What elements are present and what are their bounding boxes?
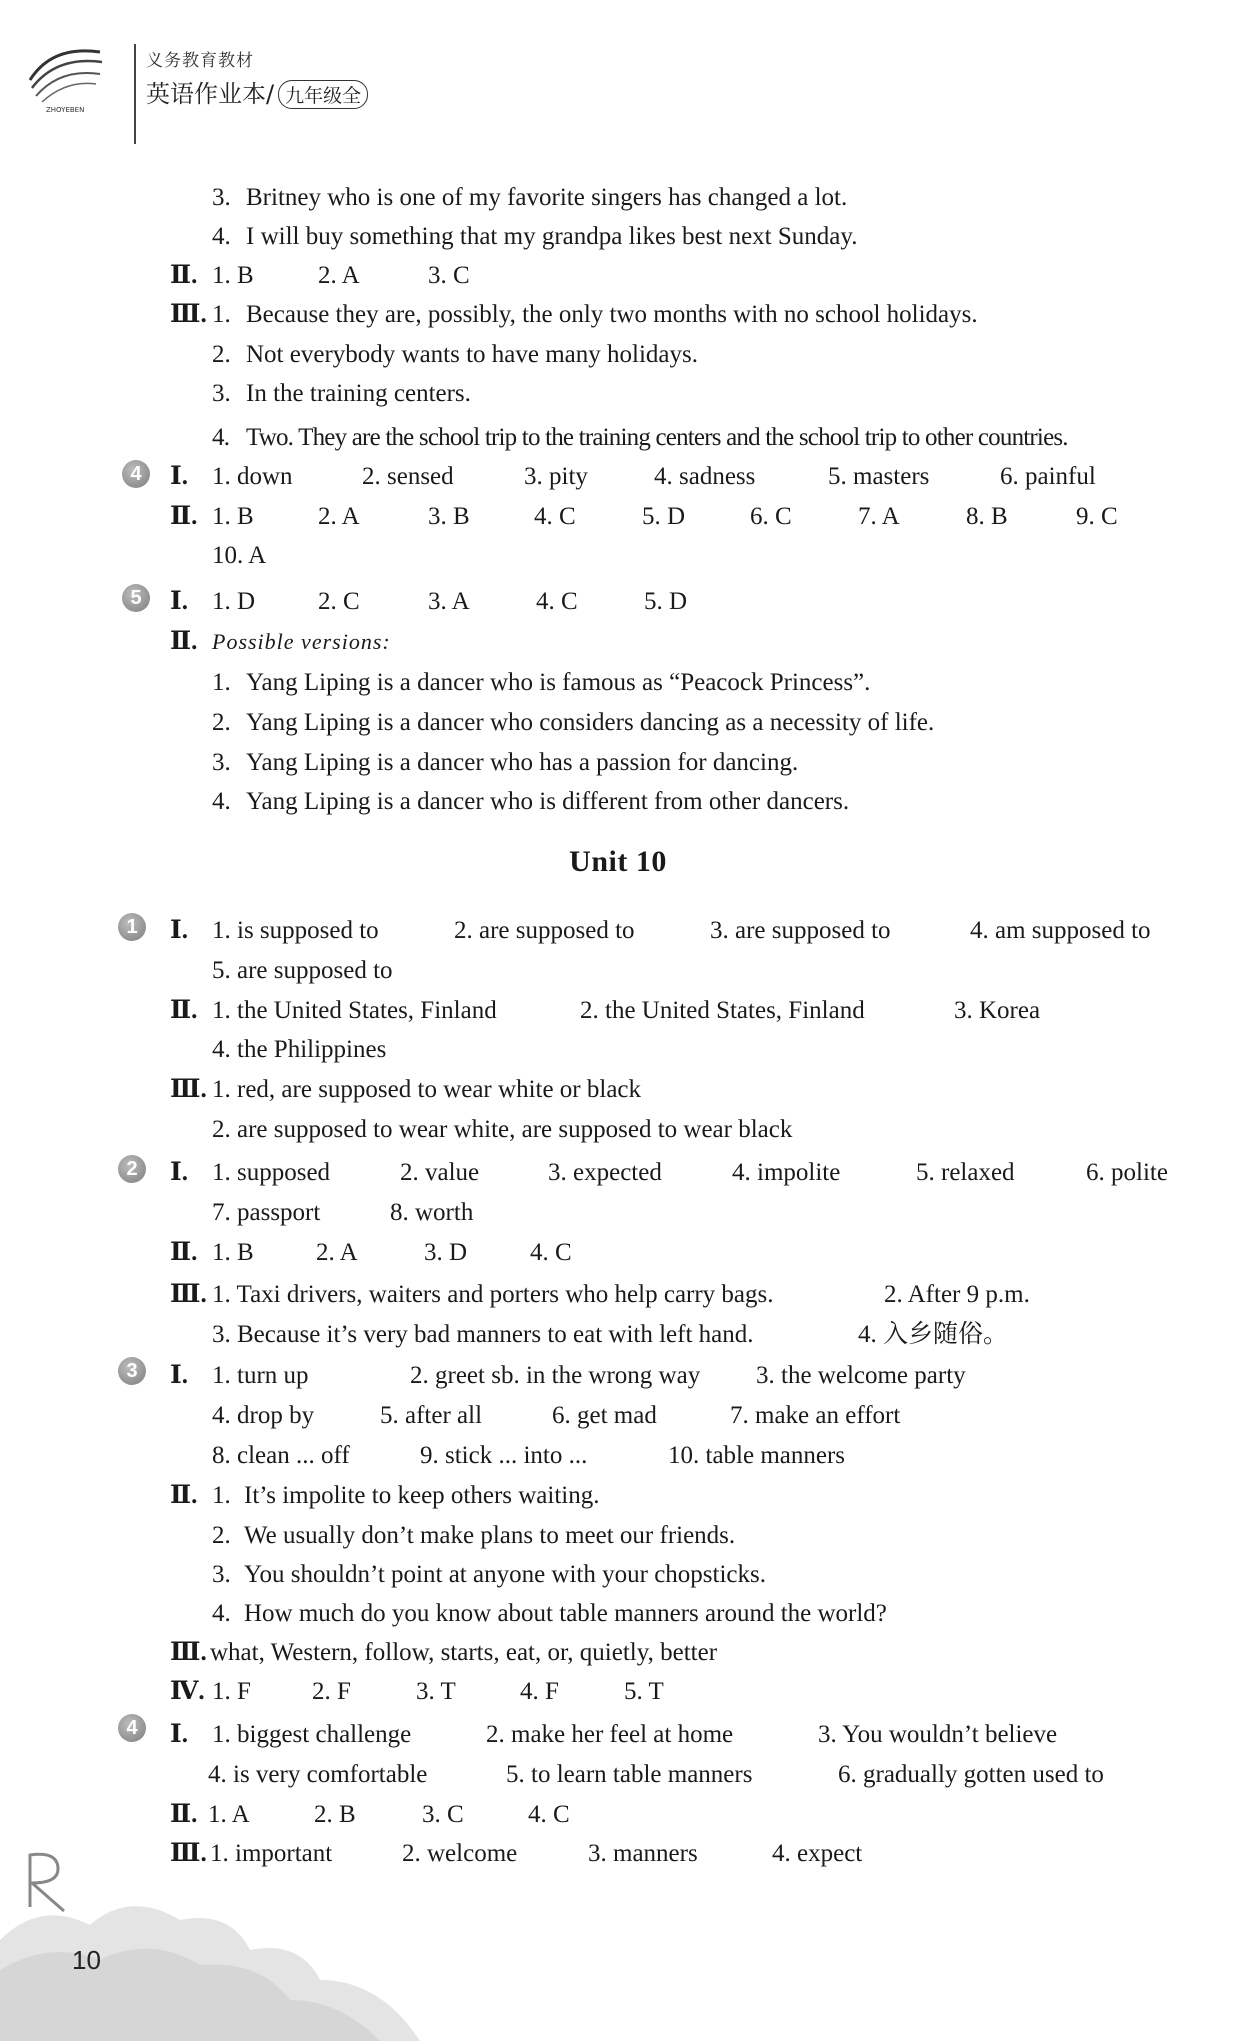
answer-text: We usually don’t make plans to meet our friends. xyxy=(244,1522,736,1549)
answer-text: 2. xyxy=(212,709,231,736)
answer-text: 4. C xyxy=(534,503,576,530)
answer-text: 1. is supposed to xyxy=(212,917,379,944)
book-title xyxy=(146,74,368,109)
answer-text: 2. make her feel at home xyxy=(486,1721,734,1748)
answer-text: 9. stick ... into ... xyxy=(420,1442,588,1469)
answer-text: 2. the United States, Finland xyxy=(580,997,865,1024)
answer-text: 5. masters xyxy=(828,463,930,490)
answer-text: 4. expect xyxy=(772,1840,863,1867)
answer-text: Ⅱ. xyxy=(170,628,198,655)
page-header xyxy=(22,40,402,150)
answer-text: 2. A xyxy=(316,1239,358,1266)
answer-text: 1. F xyxy=(212,1678,251,1705)
answer-text: Ⅲ. xyxy=(170,301,207,328)
header-divider xyxy=(134,44,136,144)
answer-text: 3. expected xyxy=(548,1159,662,1186)
answer-text: Yang Liping is a dancer who considers dancing as a necessity of life. xyxy=(246,709,935,736)
answer-text: 10. table manners xyxy=(668,1442,846,1469)
answer-text: Yang Liping is a dancer who has a passion for dancing. xyxy=(246,749,799,776)
series-title: 义务教育教材 xyxy=(146,51,254,71)
answer-text: 1. B xyxy=(212,503,254,530)
answer-text: 3. manners xyxy=(588,1840,698,1867)
answer-text: 4. F xyxy=(520,1678,559,1705)
answer-text: 2. sensed xyxy=(362,463,454,490)
answer-text: 8. clean ... off xyxy=(212,1442,350,1469)
answer-text: 3. the welcome party xyxy=(756,1362,966,1389)
answer-text: 5. to learn table manners xyxy=(506,1761,753,1788)
answer-text: Because they are, possibly, the only two months with no school holidays. xyxy=(246,301,978,328)
answer-text: 4. C xyxy=(528,1801,570,1828)
book-title-text: 英语作业本 xyxy=(146,80,266,108)
answer-text: 2. xyxy=(212,341,231,368)
answer-text: Ⅱ. xyxy=(170,997,198,1024)
answer-text: How much do you know about table manners around the world? xyxy=(244,1600,887,1627)
answer-text: 6. polite xyxy=(1086,1159,1168,1186)
answer-text: Ⅰ. xyxy=(170,1159,188,1186)
answer-text: 3. Korea xyxy=(954,997,1041,1024)
answer-text: 5. are supposed to xyxy=(212,957,393,984)
answer-text: 3. C xyxy=(428,262,470,289)
exercise-number-badge: 3 xyxy=(118,1357,146,1385)
answer-text: 1. down xyxy=(212,463,293,490)
answer-text: 9. C xyxy=(1076,503,1118,530)
answer-text: 5. after all xyxy=(380,1402,483,1429)
answer-text: Ⅰ. xyxy=(170,463,188,490)
answer-text: 1. red, are supposed to wear white or black xyxy=(212,1076,642,1103)
answer-text: what, Western, follow, starts, eat, or, quietly, better xyxy=(210,1639,718,1666)
answer-text: 4. is very comfortable xyxy=(208,1761,428,1788)
answer-text: 6. get mad xyxy=(552,1402,657,1429)
unit-title: Unit 10 xyxy=(569,845,667,878)
answer-text: Ⅲ. xyxy=(170,1076,207,1103)
answer-text: Possible versions: xyxy=(212,629,391,654)
answer-text: 3. xyxy=(212,749,231,776)
answer-text: Ⅲ. xyxy=(170,1840,207,1867)
answer-text: 3. C xyxy=(422,1801,464,1828)
answer-text: Ⅲ. xyxy=(170,1639,207,1666)
answer-text: 5. relaxed xyxy=(916,1159,1015,1186)
answer-text: 6. painful xyxy=(1000,463,1096,490)
answer-text: 2. greet sb. in the wrong way xyxy=(410,1362,701,1389)
answer-text: 4. xyxy=(212,223,231,250)
answer-text: 3. A xyxy=(428,588,470,615)
answer-text: 3. pity xyxy=(524,463,588,490)
answer-text: 1. supposed xyxy=(212,1159,331,1186)
answer-text: 4. the Philippines xyxy=(212,1036,387,1063)
answer-text: 1. xyxy=(212,1482,231,1509)
exercise-number-badge: 4 xyxy=(122,460,150,488)
exercise-number-badge: 2 xyxy=(118,1155,146,1183)
answer-text: 2. value xyxy=(400,1159,480,1186)
answer-text: Ⅳ. xyxy=(170,1678,205,1705)
answer-text: Ⅲ. xyxy=(170,1281,207,1308)
title-separator: / xyxy=(266,80,275,108)
answer-text: 4. C xyxy=(530,1239,572,1266)
answer-text: Ⅱ. xyxy=(170,503,198,530)
answer-text: Ⅱ. xyxy=(170,1239,198,1266)
answer-text: Ⅱ. xyxy=(170,1482,198,1509)
answer-text: 4. 入乡随俗。 xyxy=(858,1321,1009,1348)
answer-text: 4. drop by xyxy=(212,1402,315,1429)
answer-text: 6. gradually gotten used to xyxy=(838,1761,1104,1788)
answer-text: 1. Taxi drivers, waiters and porters who help carry bags. xyxy=(212,1281,774,1308)
answer-text: 1. turn up xyxy=(212,1362,309,1389)
publisher-logo-icon xyxy=(22,40,107,115)
answer-text: Not everybody wants to have many holidays. xyxy=(246,341,698,368)
answer-text: 1. A xyxy=(208,1801,250,1828)
answer-text: 1. the United States, Finland xyxy=(212,997,497,1024)
answer-text: 2. F xyxy=(312,1678,351,1705)
answer-text: 2. are supposed to wear white, are supposed to wear black xyxy=(212,1116,793,1143)
answer-text: Ⅰ. xyxy=(170,588,188,615)
answer-text: 1. B xyxy=(212,262,254,289)
answer-text: Yang Liping is a dancer who is famous as “Peacock Princess”. xyxy=(246,669,871,696)
answer-text: 1. D xyxy=(212,588,256,615)
answer-text: 3. T xyxy=(416,1678,456,1705)
answer-text: 5. D xyxy=(642,503,686,530)
answer-text: 4. xyxy=(212,788,231,815)
answer-text: 1. biggest challenge xyxy=(212,1721,412,1748)
answer-text: 2. A xyxy=(318,503,360,530)
answer-text: 3. are supposed to xyxy=(710,917,891,944)
answer-text: 3. xyxy=(212,1561,231,1588)
answer-text: In the training centers. xyxy=(246,380,471,407)
answer-text: 4. xyxy=(212,424,230,451)
decorative-cloud-icon xyxy=(0,1880,420,2041)
exercise-number-badge: 4 xyxy=(118,1714,146,1742)
answer-text: 5. T xyxy=(624,1678,664,1705)
answer-text: 4. impolite xyxy=(732,1159,841,1186)
answer-text: 2. A xyxy=(318,262,360,289)
answer-text: Britney who is one of my favorite singers has changed a lot. xyxy=(246,184,848,211)
answer-text: 2. welcome xyxy=(402,1840,518,1867)
answer-text: 5. D xyxy=(644,588,688,615)
answer-text: Ⅰ. xyxy=(170,1362,188,1389)
answer-text: 10. A xyxy=(212,542,267,569)
answer-text: 3. xyxy=(212,380,231,407)
exercise-number-badge: 1 xyxy=(118,913,146,941)
answer-text: It’s impolite to keep others waiting. xyxy=(244,1482,600,1509)
svg-text:ZHOYEBEN: ZHOYEBEN xyxy=(46,106,85,114)
answer-text: Ⅱ. xyxy=(170,262,198,289)
answer-text: 7. make an effort xyxy=(730,1402,901,1429)
answer-text: 1. xyxy=(212,301,231,328)
answer-text: 8. worth xyxy=(390,1199,474,1226)
answer-text: Yang Liping is a dancer who is different from other dancers. xyxy=(246,788,850,815)
answer-text: 6. C xyxy=(750,503,792,530)
answer-text: 1. B xyxy=(212,1239,254,1266)
answer-text: Ⅱ. xyxy=(170,1801,198,1828)
answer-text: 3. You wouldn’t believe xyxy=(818,1721,1058,1748)
answer-text: 3. D xyxy=(424,1239,468,1266)
answer-text: 1. xyxy=(212,669,231,696)
answer-text: 2. C xyxy=(318,588,360,615)
answer-text: Ⅰ. xyxy=(170,1721,188,1748)
answer-text: 7. passport xyxy=(212,1199,321,1226)
answer-text: You shouldn’t point at anyone with your chopsticks. xyxy=(244,1561,766,1588)
answer-text: 1. important xyxy=(210,1840,333,1867)
grade-badge: 九年级全 xyxy=(278,80,368,109)
exercise-number-badge: 5 xyxy=(122,584,150,612)
answer-text: 4. C xyxy=(536,588,578,615)
answer-text: 2. xyxy=(212,1522,231,1549)
answer-text: 2. are supposed to xyxy=(454,917,635,944)
answer-text: 3. B xyxy=(428,503,470,530)
answer-text: 4. xyxy=(212,1600,231,1627)
answer-text: 4. sadness xyxy=(654,463,756,490)
page-number: 10 xyxy=(72,1945,101,1975)
answer-text: Two. They are the school trip to the training centers and the school trip to other countries. xyxy=(246,424,1068,451)
answer-text: 7. A xyxy=(858,503,900,530)
answer-text: 2. After 9 p.m. xyxy=(884,1281,1030,1308)
answer-text: 3. Because it’s very bad manners to eat with left hand. xyxy=(212,1321,754,1348)
answer-text: 2. B xyxy=(314,1801,356,1828)
answer-text: Ⅰ. xyxy=(170,917,188,944)
answer-text: 3. xyxy=(212,184,231,211)
answer-text: I will buy something that my grandpa likes best next Sunday. xyxy=(246,223,858,250)
answer-text: 4. am supposed to xyxy=(970,917,1151,944)
answer-text: 8. B xyxy=(966,503,1008,530)
